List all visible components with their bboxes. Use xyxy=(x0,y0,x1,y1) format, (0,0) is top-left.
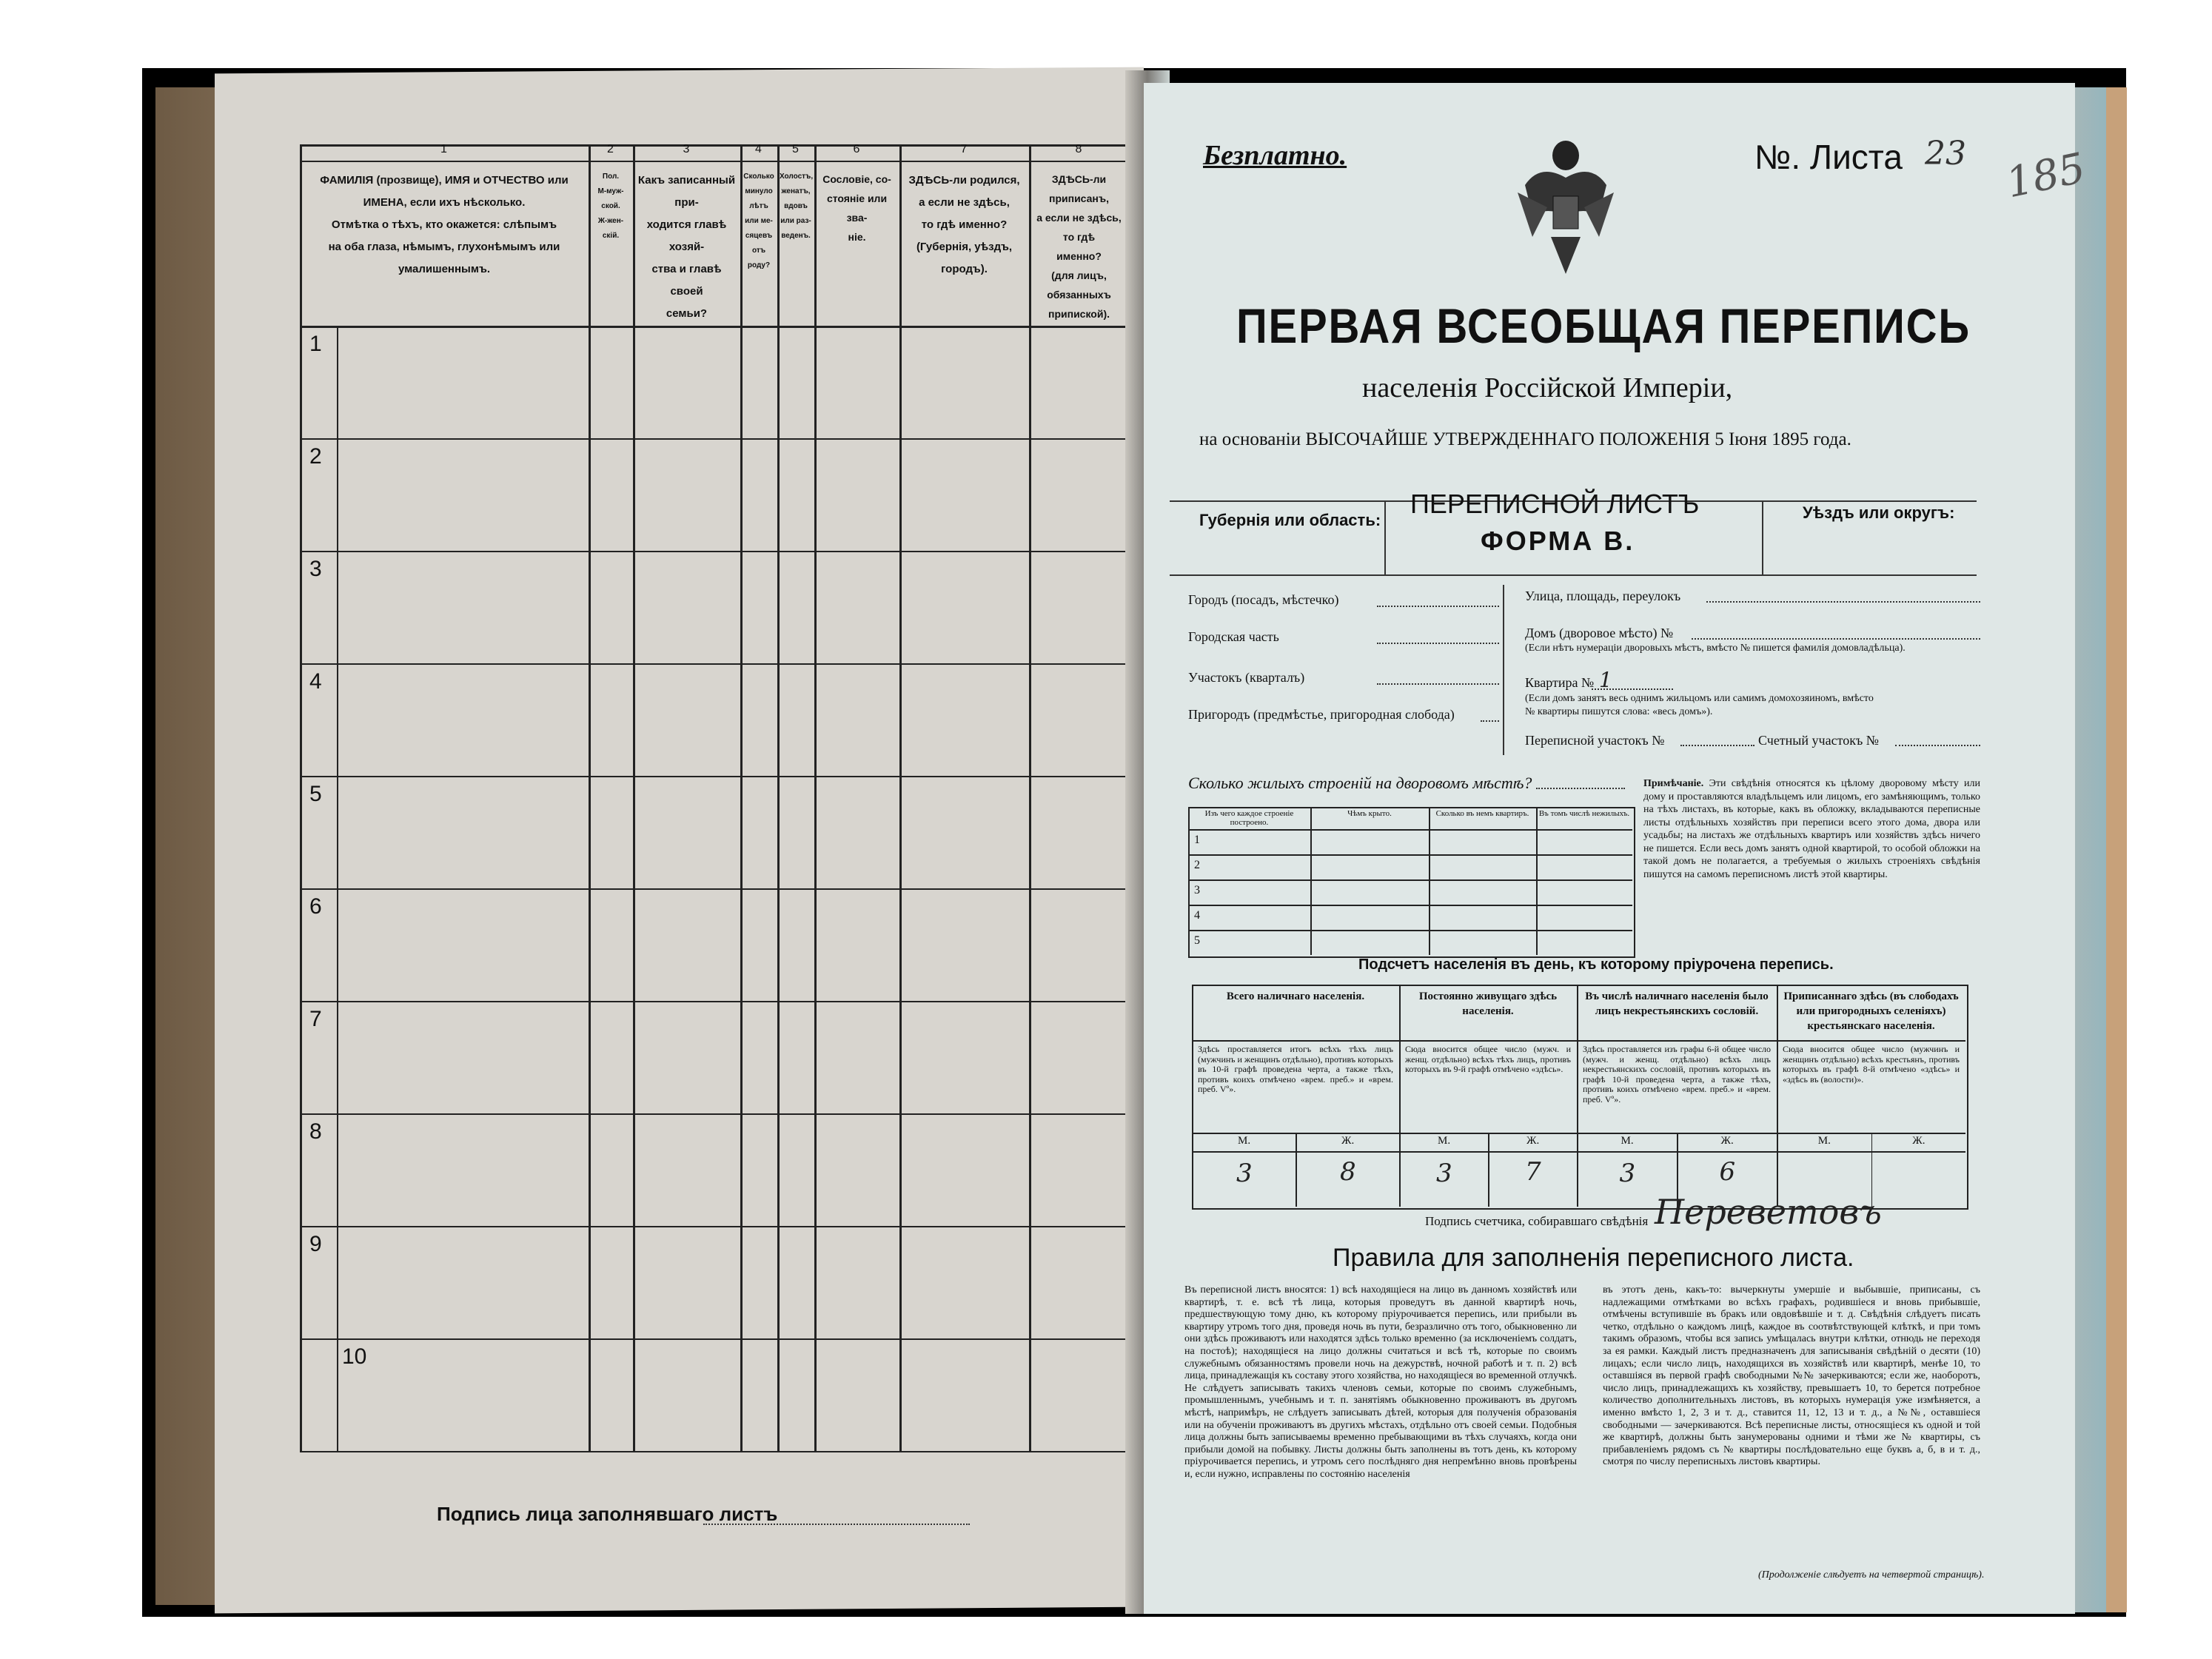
sex-label-zh: Ж. xyxy=(1912,1135,1926,1147)
count-column-head: Всего наличнаго населенія. xyxy=(1226,991,1365,1002)
table-hline xyxy=(300,1113,1129,1115)
divider-form xyxy=(1170,574,1977,576)
census-basis: на основаніи ВЫСОЧАЙШЕ УТВЕРЖДЕННАГО ПОЛОЖЕНІЯ 5 Іюня 1895 года. xyxy=(1199,429,1851,449)
buildings-row-number: 2 xyxy=(1194,859,1200,871)
note-text: Эти свѣдѣнія относятся къ цѣлому дворовому мѣсту или дому и проставляются владѣльцемъ или лицомъ, его замѣняющимъ, только на тѣхъ листахъ, въ которые, какъ въ обложку, вкладываются переписные листы отдѣльныхъ хозяйствъ при переписи всего этого дома, двора или усадьбы; на листахъ же отдѣльныхъ квартиръ или хозяйствъ здѣсь ничего не пишется. Если весь домъ занятъ одной квартирой, то особой обложки на такой домъ не полагается, а требуемыя о жилыхъ строеніяхъ свѣдѣнія пишутся на самомъ переписномъ листѣ этой квартиры. xyxy=(1643,778,1981,880)
sheet-number-value: 23 xyxy=(1925,135,1966,172)
header-line: стояніе или зва- xyxy=(826,192,888,224)
header-line: припиской). xyxy=(1048,308,1110,320)
count-title: Подсчетъ населенія въ день, къ которому пріурочена перепись. xyxy=(1358,956,1834,973)
table-hline xyxy=(300,888,1129,890)
address-field-line xyxy=(1377,643,1499,644)
table-hline xyxy=(300,776,1129,777)
census-title: ПЕРВАЯ ВСЕОБЩАЯ ПЕРЕПИСЬ xyxy=(1236,298,1971,353)
sex-label-zh: Ж. xyxy=(1526,1135,1540,1147)
address-field-line xyxy=(1481,720,1499,722)
sheet-number-label: №. Листа xyxy=(1754,138,1903,176)
province-divider xyxy=(1384,500,1386,574)
column-number: 2 xyxy=(607,143,614,155)
row-number: 8 xyxy=(309,1119,322,1144)
sex-label-m: М. xyxy=(1438,1135,1451,1147)
district-label: Уѣздъ или округъ: xyxy=(1803,503,1955,522)
address-field-label: Пригородъ (предмѣстье, пригородная слобода) xyxy=(1188,707,1455,722)
column-header-8 xyxy=(1031,170,1127,324)
table-vline xyxy=(1029,144,1031,1451)
header-line: веденъ. xyxy=(781,232,811,240)
imperial-eagle-icon xyxy=(1510,133,1621,281)
header-line: ФАМИЛІЯ (прозвище), ИМЯ и ОТЧЕСТВО или xyxy=(320,174,569,187)
buildings-hline xyxy=(1188,854,1632,856)
rules-title: Правила для заполненія переписного листа. xyxy=(1333,1244,1854,1272)
note-block xyxy=(1643,777,1980,881)
house-note: (Если нѣтъ нумераціи дворовыхъ мѣстъ, вмѣсто № пишется фамилія домовладѣльца). xyxy=(1525,643,1906,654)
house-label: Домъ (дворовое мѣсто) № xyxy=(1525,626,1674,640)
table-hline xyxy=(300,438,1129,440)
buildings-header: Въ томъ числѣ нежилыхъ. xyxy=(1538,809,1630,818)
apartment-value: 1 xyxy=(1599,668,1612,692)
header-line: а если не здѣсь, xyxy=(919,196,1010,209)
buildings-answer-line xyxy=(1536,788,1625,789)
row-number: 6 xyxy=(309,894,322,919)
left-signature-line xyxy=(703,1524,970,1525)
column-header-2 xyxy=(591,170,631,244)
column-header-7 xyxy=(902,170,1027,281)
census-subtitle: населенія Россійской Имперіи, xyxy=(1362,372,1733,403)
header-line: на оба глаза, нѣмымъ, глухонѣмымъ или xyxy=(328,241,560,253)
header-line: то гдѣ именно? xyxy=(921,218,1008,231)
note-title: Примѣчаніе. xyxy=(1643,778,1704,789)
rules-left-column: Въ переписной листъ вносятся: 1) всѣ находящіеся на лицо въ данномъ хозяйствѣ или квартирѣ, т. е. всѣ тѣ лица, которыя проведутъ въ данной квартирѣ ночь, предшествующую тому дню, къ которому пріурочивается перепись, или прибыли въ квартиру утромъ того дня, проведя ночь въ пути, безразлично отъ того, обыкновенно ли они здѣсь проживаютъ или находятся здѣсь только временно (за исключеніемъ солдатъ, на постоѣ); находящіеся на лицо должны считаться и всѣ тѣ, которые по своимъ служебнымъ обязанностямъ провели ночь на дежурствѣ, ночной работѣ и т. п. 2) всѣ лица, принадлежащія къ составу этого хозяйства, но находящіеся во временной отлучкѣ. Не слѣдуетъ записывать такихъ членовъ семьи, которые по своимъ служебнымъ, промышленнымъ, учебнымъ и т. п. занятіямъ обыкновенно проживаютъ въ другомъ мѣстѣ, напримѣръ, не слѣдуетъ записывать дѣтей, которыя для полученія образованія или на обученіи проживаютъ въ другихъ мѣстахъ, отдѣльно отъ своей семьи. Подобныя лица должны быть записываемы временно пребывающими въ тѣхъ случаяхъ, когда они прибыли домой на побывку. Листы должны быть заполнены въ тотъ день, къ которому пріурочивается перепись, и утромъ сего послѣдняго дня непремѣнно вновь провѣрены и, если нужно, исправлены по состоянію населенія xyxy=(1184,1284,1577,1480)
header-line: ходится главѣ хозяй- xyxy=(646,218,727,253)
header-line: сяцевъ xyxy=(745,232,773,240)
column-number: 7 xyxy=(960,143,968,155)
sex-label-zh: Ж. xyxy=(1341,1135,1355,1147)
count-vline xyxy=(1399,985,1401,1207)
buildings-header: Сколько въ немъ квартиръ. xyxy=(1435,809,1529,818)
table-vline xyxy=(589,144,591,1451)
apartment-note-1: (Если домъ занятъ весь однимъ жильцомъ или самимъ домохозяиномъ, вмѣсто xyxy=(1525,693,1874,704)
row-number: 7 xyxy=(309,1007,322,1031)
census-district-line xyxy=(1680,745,1754,746)
table-vline xyxy=(777,144,780,1451)
buildings-header: Чѣмъ крыто. xyxy=(1347,809,1392,818)
table-vline xyxy=(814,144,817,1451)
continued-note: (Продолженіе слѣдуетъ на четвертой страницѣ). xyxy=(1758,1569,1985,1581)
header-line: Сословіе, со- xyxy=(822,173,891,185)
form-title: ПЕРЕПИСНОЙ ЛИСТЪ xyxy=(1410,489,1700,519)
count-column-head: Въ числѣ наличнаго населенія было лицъ некрестьянскихъ сословій. xyxy=(1585,991,1769,1017)
column-header-4 xyxy=(743,170,775,273)
buildings-hline xyxy=(1188,879,1632,881)
header-line: Пол. xyxy=(602,172,620,181)
header-line: именно? xyxy=(1056,250,1102,262)
apartment-label: Квартира № xyxy=(1525,675,1595,690)
street-line xyxy=(1706,601,1980,603)
address-field-label: Городъ (посадъ, мѣстечко) xyxy=(1188,592,1339,607)
row-number: 10 xyxy=(342,1344,367,1369)
buildings-header: Изъ чего каждое строеніе построено. xyxy=(1204,809,1294,827)
column-number: 6 xyxy=(853,143,860,155)
enumerator-label: Подпись счетчика, собиравшаго свѣдѣнія xyxy=(1425,1214,1649,1228)
buildings-hline xyxy=(1188,905,1632,906)
column-number: 8 xyxy=(1075,143,1082,155)
district-divider xyxy=(1762,500,1763,574)
table-hline xyxy=(300,1001,1129,1002)
count-sex-divider xyxy=(1296,1133,1297,1207)
column-number: 5 xyxy=(792,143,799,155)
count-column-head: Постоянно живущаго здѣсь населенія. xyxy=(1418,991,1558,1017)
table-hline xyxy=(300,144,1129,147)
street-label: Улица, площадь, переулокъ xyxy=(1525,589,1681,603)
female-count: 7 xyxy=(1525,1157,1541,1187)
count-vline xyxy=(1577,985,1578,1207)
free-label: Безплатно. xyxy=(1203,140,1347,171)
table-hline xyxy=(300,1451,1129,1452)
header-line: (Губернія, уѣздъ, городъ). xyxy=(916,241,1013,275)
sex-label-m: М. xyxy=(1238,1135,1251,1147)
buildings-row-number: 1 xyxy=(1194,834,1200,846)
buildings-question: Сколько жилыхъ строеній на дворовомъ мѣстѣ? xyxy=(1188,774,1532,792)
row-number: 5 xyxy=(309,782,322,806)
header-line: ЗДѢСЬ-ли родился, xyxy=(908,174,1020,187)
count-vline xyxy=(1777,985,1778,1207)
form-letter: ФОРМА В. xyxy=(1481,526,1635,556)
male-count: 3 xyxy=(1236,1159,1253,1188)
column-header-1 xyxy=(302,170,586,281)
column-header-6 xyxy=(817,170,897,247)
apartment-line xyxy=(1592,688,1673,690)
header-line: а если не здѣсь, то гдѣ xyxy=(1036,212,1122,243)
header-line: Какъ записанный при- xyxy=(637,174,736,209)
header-line: скій. xyxy=(602,232,620,240)
count-district-line xyxy=(1895,745,1980,746)
header-line: ЗДѢСЬ-ли приписанъ, xyxy=(1049,173,1109,204)
row-number: 3 xyxy=(309,557,322,581)
header-line: (для лицъ, обязанныхъ xyxy=(1047,269,1111,301)
table-vline xyxy=(740,144,743,1451)
address-field-line xyxy=(1377,683,1499,685)
buildings-hline xyxy=(1188,930,1632,931)
count-column-body: Сюда вносится общее число (мужч. и женщ. отдѣльно) всѣхъ тѣхъ лицъ, противъ которыхъ въ 9-й графѣ отмѣчено «здѣсь». xyxy=(1405,1045,1571,1074)
header-line: лѣтъ xyxy=(749,202,768,210)
header-line: ніе. xyxy=(848,231,866,243)
column-number: 1 xyxy=(440,143,447,155)
header-line: Отмѣтка о тѣхъ, кто окажется: слѣпымъ xyxy=(331,218,557,231)
table-hline xyxy=(300,663,1129,665)
left-signature-label: Подпись лица заполнявшаго листъ xyxy=(437,1503,778,1525)
column-number: 3 xyxy=(683,143,690,155)
count-column-body: Здѣсь проставляется итогъ всѣхъ тѣхъ лицъ (мужчинъ и женщинъ отдѣльно), противъ которыхъ въ 10-й графѣ проведена черта, а также тѣхъ, противъ коихъ отмѣчено «врем. преб.» и «врем. преб. Vº». xyxy=(1198,1045,1393,1094)
address-divider xyxy=(1503,585,1504,755)
buildings-hline xyxy=(1188,829,1632,831)
header-line: Ж-жен- xyxy=(597,217,624,225)
male-count: 3 xyxy=(1436,1159,1452,1188)
table-hline xyxy=(300,1226,1129,1227)
address-field-label: Городская часть xyxy=(1188,629,1279,644)
count-column-head: Приписаннаго здѣсь (въ слободахъ или пригородныхъ селеніяхъ) крестьянскаго населенія. xyxy=(1783,991,1959,1032)
province-label: Губернія или область: xyxy=(1199,511,1381,529)
header-line: или раз- xyxy=(780,217,811,225)
table-vline xyxy=(899,144,902,1451)
address-field-line xyxy=(1377,606,1499,607)
row-number: 2 xyxy=(309,444,322,469)
column-header-5 xyxy=(780,170,812,244)
table-vline xyxy=(633,144,635,1451)
count-district-label: Счетный участокъ № xyxy=(1758,733,1879,748)
census-district-label: Переписной участокъ № xyxy=(1525,733,1665,748)
archive-number: 185 xyxy=(2002,144,2090,208)
header-line: вдовъ xyxy=(784,202,808,210)
address-field-label: Участокъ (кварталъ) xyxy=(1188,670,1305,685)
buildings-row-number: 5 xyxy=(1194,934,1200,947)
count-sex-divider xyxy=(1488,1133,1489,1207)
row-number: 4 xyxy=(309,669,322,694)
table-hline xyxy=(300,326,1129,328)
buildings-row-number: 3 xyxy=(1194,884,1200,896)
rules-right-column: въ этотъ день, какъ-то: вычеркнуты умершіе и выбывшіе, приписаны, съ надлежащими отмѣтками во всѣхъ графахъ, родившіеся и вновь прибывшіе, отмѣчены вступившіе въ бракъ или овдовѣвшіе и т. д. Свѣдѣнія слѣдуетъ писать четко, отдѣльно о каждомъ лицѣ, каждое въ соотвѣтствующей клѣткѣ, и при томъ такимъ образомъ, чтобы вся запись умѣщалась внутри клѣтки, отнюдь не переходя за ея рамки. Каждый листъ предназначенъ для записыванія свѣдѣній о десяти (10) лицахъ; если число лицъ, находящихся въ хозяйствѣ или квартирѣ, менѣе 10, то оставшіяся въ первой графѣ свободными №№ зачеркиваются; если же, наоборотъ, число лицъ, принадлежащихъ къ хозяйству, превышаетъ 10, то берется потребное количество дополнительныхъ листовъ, въ которыхъ нумерація уже измѣняется, а именно вмѣсто 1, 2, 3 и т. д., ставится 11, 12, 13 и т. д., а №№, оставшіеся свободными — зачеркиваются. Всѣ переписные листы, относящіеся къ одной и той же квартирѣ, должны быть занумерованы одними и тѣми же № квартиры, съ прибавленіемъ рядомъ съ № квартиры послѣдовательно еще буквъ а, б, в и т. д., смотря по числу переписныхъ листовъ квартиры. xyxy=(1603,1284,1980,1468)
header-line: М-муж- xyxy=(597,187,624,195)
count-hline xyxy=(1192,1133,1965,1134)
row-number: 1 xyxy=(309,332,322,356)
count-hline xyxy=(1192,1151,1965,1153)
header-line: отъ роду? xyxy=(747,247,771,269)
sex-label-m: М. xyxy=(1817,1135,1831,1147)
male-count: 3 xyxy=(1619,1159,1636,1188)
row-number: 9 xyxy=(309,1232,322,1256)
house-line xyxy=(1692,638,1980,640)
header-line: Холостъ, xyxy=(780,172,814,181)
book-cover-right-edge xyxy=(2106,87,2127,1612)
female-count: 8 xyxy=(1340,1157,1356,1187)
header-line: семьи? xyxy=(666,307,708,320)
count-column-body: Сюда вносится общее число (мужчинъ и женщинъ отдѣльно) всѣхъ крестьянъ, противъ которыхъ въ графѣ 8-й отмѣчено «здѣсь» и «здѣсь въ (волости)». xyxy=(1783,1045,1960,1085)
header-line: ской. xyxy=(601,202,620,210)
column-header-3 xyxy=(635,170,738,325)
column-number: 4 xyxy=(755,143,762,155)
header-line: ства и главѣ своей xyxy=(651,263,722,298)
header-line: умалишеннымъ. xyxy=(398,263,491,275)
header-line: ИМЕНА, если ихъ нѣсколько. xyxy=(363,196,526,209)
table-hline xyxy=(300,551,1129,552)
count-hline xyxy=(1192,1040,1965,1042)
sex-label-zh: Ж. xyxy=(1720,1135,1734,1147)
header-line: или ме- xyxy=(745,217,773,225)
table-hline xyxy=(300,1338,1129,1340)
apartment-note-2: № квартиры пишутся слова: «весь домъ»). xyxy=(1525,706,1713,717)
table-vline xyxy=(300,144,302,1451)
header-line: минуло xyxy=(745,187,773,195)
count-column-body: Здѣсь проставляется изъ графы 6-й общее число (мужч. и женщ. отдѣльно) всѣхъ лицъ некрестьянскихъ сословій, противъ которыхъ въ графѣ 10-й проведена черта, а также тѣхъ, противъ коихъ отмѣчено «врем. преб.» и «врем. преб. Vº». xyxy=(1583,1045,1771,1105)
sex-label-m: М. xyxy=(1621,1135,1634,1147)
table-hline xyxy=(300,161,1129,162)
header-line: женатъ, xyxy=(781,187,811,195)
female-count: 6 xyxy=(1719,1157,1736,1187)
buildings-row-number: 4 xyxy=(1194,909,1200,922)
header-line: Сколько xyxy=(743,172,774,181)
enumerator-signature: Переветовъ xyxy=(1655,1192,1882,1232)
